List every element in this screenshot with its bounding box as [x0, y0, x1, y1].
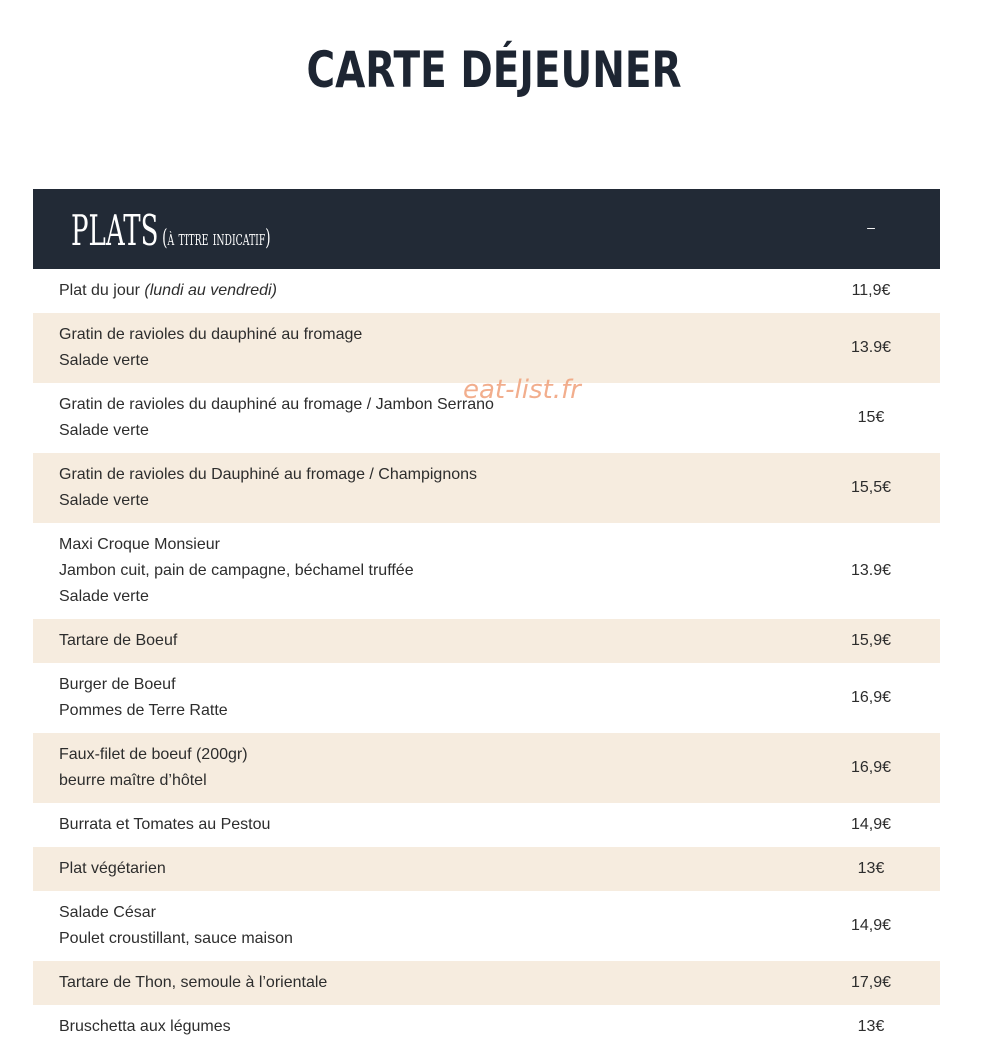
menu-item [33, 619, 940, 663]
menu-item [33, 891, 940, 961]
item-line: Gratin de ravioles du dauphiné au fromage / Jambon Serrano [59, 396, 494, 413]
menu-item [33, 961, 940, 1005]
menu-item [33, 453, 940, 523]
item-name [59, 742, 799, 794]
menu-item [33, 269, 940, 313]
item-line: Gratin de ravioles du dauphiné au fromage [59, 326, 363, 343]
item-line: Salade César [59, 904, 156, 921]
item-name [59, 278, 799, 304]
item-name [59, 1014, 799, 1040]
item-line: Tartare de Thon, semoule à l’orientale [59, 974, 328, 991]
item-line: Salade verte [59, 422, 149, 439]
menu-item [33, 847, 940, 891]
item-line: Bruschetta aux légumes [59, 1018, 231, 1035]
price-column-header: – [867, 219, 875, 235]
menu-item [33, 313, 940, 383]
item-name [59, 970, 799, 996]
item-price: 16,9€ [850, 759, 892, 776]
section-title-block [71, 205, 271, 265]
item-name [59, 672, 799, 724]
item-price: 17,9€ [850, 974, 892, 991]
item-name [59, 392, 799, 444]
item-name [59, 628, 799, 654]
item-price: 13€ [857, 860, 885, 877]
section-header [33, 189, 940, 269]
item-note: (lundi au vendredi) [144, 282, 277, 299]
item-name [59, 322, 799, 374]
item-price: 16,9€ [850, 689, 892, 706]
menu-item [33, 383, 940, 453]
item-price: 14,9€ [850, 917, 892, 934]
item-name [59, 856, 799, 882]
item-line: Jambon cuit, pain de campagne, béchamel truffée [59, 562, 414, 579]
item-line: Burger de Boeuf [59, 676, 176, 693]
section-subtitle: (à titre indicatif) [162, 226, 271, 251]
menu-table [33, 189, 940, 1049]
item-line: Gratin de ravioles du Dauphiné au fromage / Champignons [59, 466, 478, 483]
item-line: Plat du jour [59, 282, 140, 299]
section-title: PLATS [71, 206, 159, 255]
item-price: 14,9€ [850, 816, 892, 833]
item-line: Salade verte [59, 588, 149, 605]
menu-item [33, 663, 940, 733]
menu-item [33, 523, 940, 619]
item-price: 15,9€ [850, 632, 892, 649]
item-line: Pommes de Terre Ratte [59, 702, 228, 719]
menu-item [33, 803, 940, 847]
item-price: 13.9€ [850, 562, 892, 579]
item-price: 13.9€ [850, 339, 892, 356]
item-line: Salade verte [59, 352, 149, 369]
item-price: 13€ [857, 1018, 885, 1035]
item-price: 11,9€ [851, 282, 891, 299]
item-line: Salade verte [59, 492, 149, 509]
item-price: 15,5€ [850, 479, 892, 496]
item-line: Tartare de Boeuf [59, 632, 178, 649]
item-name [59, 812, 799, 838]
menu-item [33, 733, 940, 803]
item-line: Poulet croustillant, sauce maison [59, 930, 293, 947]
item-name [59, 900, 799, 952]
item-name [59, 532, 799, 610]
menu-item [33, 1005, 940, 1049]
item-line: Plat végétarien [59, 860, 166, 877]
item-line: Burrata et Tomates au Pestou [59, 816, 271, 833]
page-title: CARTE DÉJEUNER [306, 41, 682, 99]
item-name [59, 462, 799, 514]
item-line: Maxi Croque Monsieur [59, 536, 220, 553]
item-line: Faux-filet de boeuf (200gr) [59, 746, 248, 763]
item-price: 15€ [857, 409, 885, 426]
watermark: eat-list.fr [463, 375, 581, 405]
item-line: beurre maître d’hôtel [59, 772, 207, 789]
